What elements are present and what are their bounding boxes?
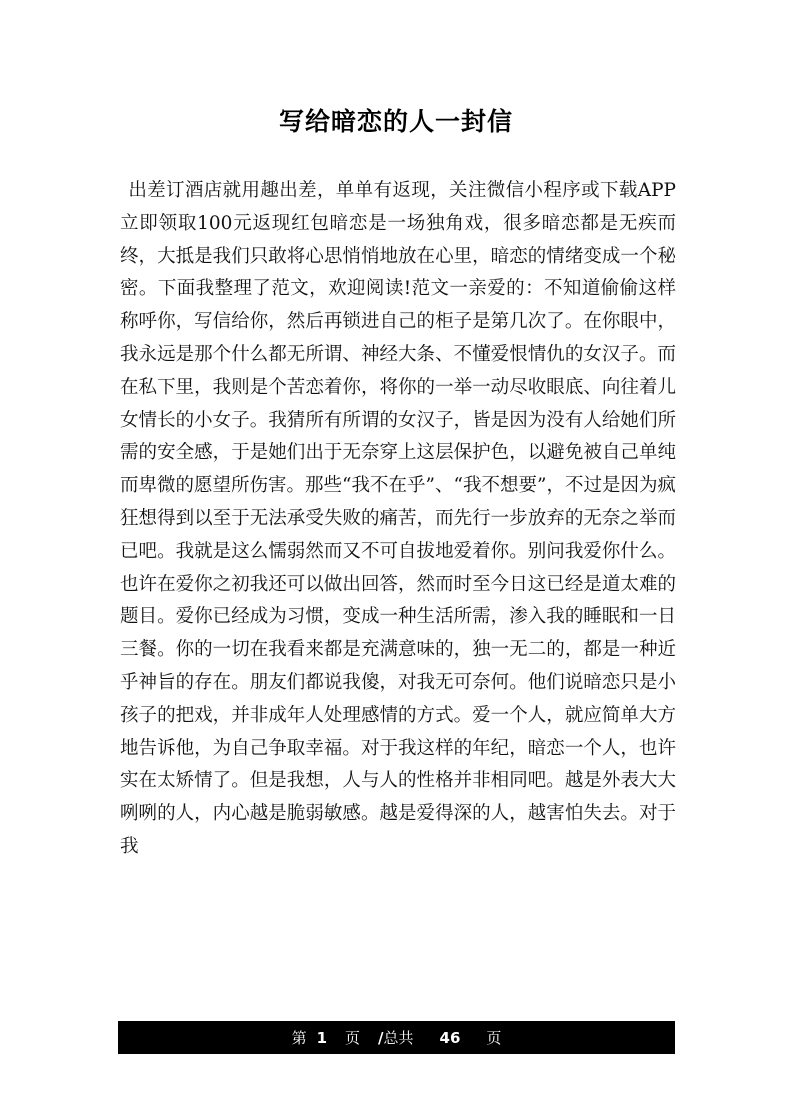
total-label: 总共 [383, 1029, 414, 1047]
total-pages: 46 [439, 1028, 461, 1047]
document-title: 写给暗恋的人一封信 [278, 107, 513, 136]
current-page-number: 1 [316, 1028, 328, 1047]
document-body: 出差订酒店就用趣出差，单单有返现，关注微信小程序或下载APP立即领取100元返现红包暗恋是一场独角戏，很多暗恋都是无疾而终，大抵是我们只敢将心思悄悄地放在心里，暗恋的情绪变成一个秘密。下面我整理了范文，欢迎阅读!范文一亲爱的：不知道偷偷这样称呼你，写信给你，然后再锁进自己的柜子是第几次了。在你眼中，我永远是那个什么都无所谓、神经大条、不懂爱恨情仇的女汉子。而在私下里，我则是个苦恋着你，将你的一举一动尽收眼底、向往着儿女情长的小女子。我猜所有所谓的女汉子，皆是因为没有人给她们所需的安全感，于是她们出于无奈穿上这层保护色，以避免被自己单纯而卑微的愿望所伤害。那些“我不在乎”、“我不想要”，不过是因为疯狂想得到以至于无法承受失败的痛苦，而先行一步放弃的无奈之举而已吧。我就是这么懦弱然而又不可自拔地爱着你。别问我爱你什么。也许在爱你之初我还可以做出回答，然而时至今日这已经是道太难的题目。爱你已经成为习惯，变成一种生活所需，渗入我的睡眠和一日三餐。你的一切在我看来都是充满意味的，独一无二的，都是一种近乎神旨的存在。朋友们都说我傻，对我无可奈何。他们说暗恋只是小孩子的把戏，并非成年人处理感情的方式。爱一个人，就应简单大方地告诉他，为自己争取幸福。对于我这样的年纪，暗恋一个人，也许实在太矫情了。但是我想，人与人的性格并非相同吧。越是外表大大咧咧的人，内心越是脆弱敏感。越是爱得深的人，越害怕失去。对于我 [120, 180, 676, 857]
page-footer [118, 1021, 675, 1054]
footer-separator: / [378, 1028, 384, 1047]
total-unit: 页 [486, 1029, 502, 1047]
page-unit: 页 [345, 1029, 361, 1047]
footer-prefix: 第 [291, 1029, 307, 1047]
